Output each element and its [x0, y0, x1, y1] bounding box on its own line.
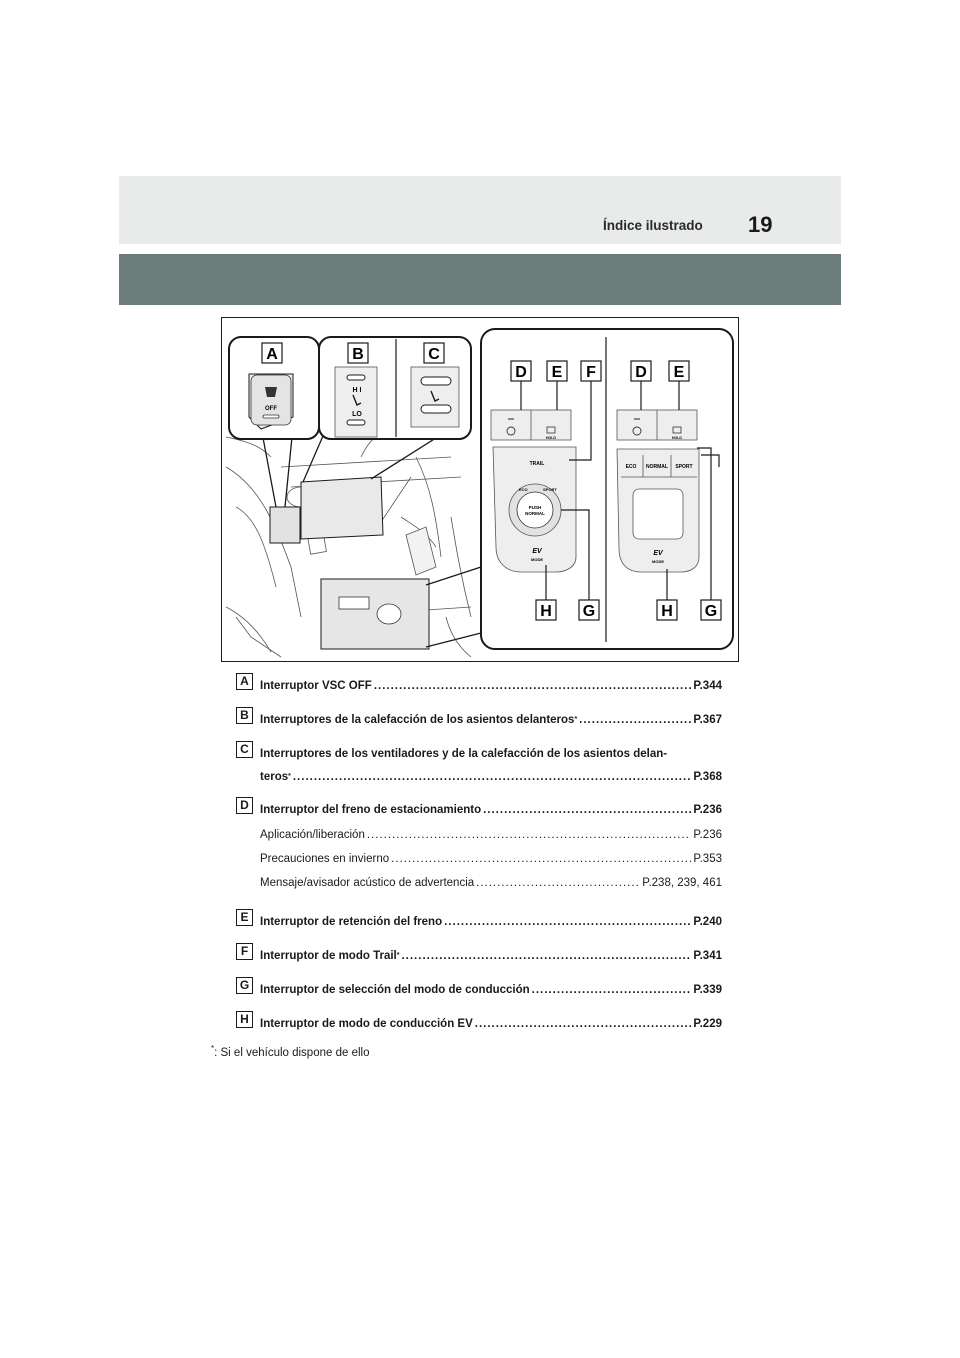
- entry-b-line[interactable]: Interruptores de la calefacción de los asientos delanteros * ..... P.367: [260, 714, 722, 726]
- hold-label-left: HOLD: [546, 436, 556, 440]
- footnote: [211, 1044, 369, 1059]
- letter-box-g: G: [236, 977, 253, 994]
- entry-d-sub-1[interactable]: Aplicación/liberación ..... P.236: [260, 829, 722, 841]
- section-title: Índice ilustrado: [603, 218, 703, 233]
- letter-box-b: B: [236, 707, 253, 724]
- entry-h-line[interactable]: Interruptor de modo de conducción EV ..... P.229: [260, 1018, 722, 1030]
- page-ref: P.367: [693, 714, 722, 726]
- entry-a-line[interactable]: Interruptor VSC OFF ..... P.344: [260, 680, 722, 692]
- entry-d-sub-3[interactable]: Mensaje/avisador acústico de advertencia ..... P.238, 239, 461: [260, 877, 722, 889]
- ev-label-left: EV: [532, 548, 542, 555]
- page-ref: P.353: [693, 853, 722, 865]
- normal-dial-label: NORMAL: [525, 511, 545, 516]
- hold-label-right: HOLD: [672, 436, 682, 440]
- page-ref: P.240: [693, 916, 722, 928]
- sport-button-label: SPORT: [675, 464, 693, 470]
- callout-e-right: E: [673, 364, 685, 381]
- page-number: 19: [748, 212, 773, 237]
- letter-box-e: E: [236, 909, 253, 926]
- page-ref: P.341: [693, 950, 722, 962]
- callout-d-right: D: [635, 364, 647, 381]
- callout-g-left: G: [582, 603, 596, 620]
- letter-box-a: A: [236, 673, 253, 690]
- trail-label: TRAIL: [529, 461, 545, 467]
- vsc-off-label: OFF: [265, 406, 277, 412]
- entry-g-line[interactable]: Interruptor de selección del modo de conducción ..... P.339: [260, 984, 722, 996]
- callout-d-left: D: [515, 364, 527, 381]
- footnote-text: : Si el vehículo dispone de ello: [214, 1046, 370, 1059]
- entry-f-line[interactable]: Interruptor de modo Trail * ..... P.341: [260, 950, 722, 962]
- entry-d-line[interactable]: Interruptor del freno de estacionamiento ..... P.236: [260, 804, 722, 816]
- callout-h-right: H: [661, 603, 673, 620]
- callout-h-left: H: [540, 603, 552, 620]
- mode-label-left: MODE: [531, 557, 543, 562]
- callout-a: A: [266, 346, 278, 363]
- page-ref: P.229: [693, 1018, 722, 1030]
- normal-button-label: NORMAL: [646, 464, 668, 470]
- entry-e-line[interactable]: Interruptor de retención del freno ..... P.240: [260, 916, 722, 928]
- letter-box-c: C: [236, 741, 253, 758]
- callout-c: C: [428, 346, 440, 363]
- entry-d-sub-2[interactable]: Precauciones en invierno ..... P.353: [260, 853, 722, 865]
- letter-box-f: F: [236, 943, 253, 960]
- entry-c-line-1[interactable]: Interruptores de los ventiladores y de la calefacción de los asientos delan-: [260, 748, 668, 760]
- page-ref: P.238, 239, 461: [642, 877, 722, 889]
- letter-box-h: H: [236, 1011, 253, 1028]
- page-ref: P.339: [693, 984, 722, 996]
- sport-dial-label: SPORT: [543, 487, 557, 492]
- mode-label-right: MODE: [652, 559, 664, 564]
- page-ref: P.236: [693, 804, 722, 816]
- letter-box-d: D: [236, 797, 253, 814]
- hi-label: H I: [352, 387, 362, 394]
- page-ref: P.236: [693, 829, 722, 841]
- ev-label-right: EV: [653, 550, 663, 557]
- lo-label: LO: [352, 411, 362, 418]
- callout-g-right: G: [704, 603, 718, 620]
- callout-f: F: [586, 364, 596, 381]
- eco-button-label: ECO: [625, 464, 637, 470]
- callout-b: B: [352, 346, 364, 363]
- footnote-mark: *: [211, 1044, 215, 1053]
- page-ref: P.368: [693, 771, 722, 783]
- page-ref: P.344: [693, 680, 722, 692]
- push-label: PUSH: [528, 505, 542, 510]
- entry-c-line-2[interactable]: teros * ..... P.368: [260, 771, 722, 783]
- eco-dial-label: ECO: [519, 487, 528, 492]
- callout-e-left: E: [551, 364, 563, 381]
